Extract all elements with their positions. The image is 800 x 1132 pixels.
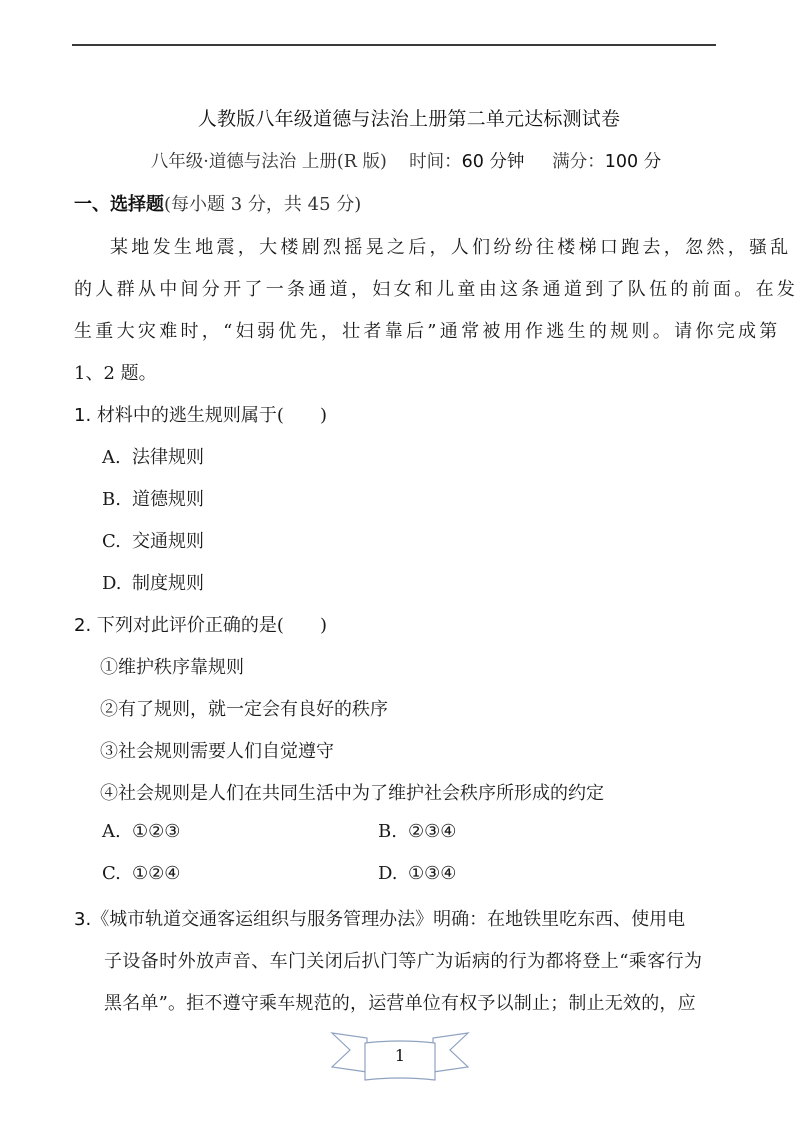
option-text: ①②③: [132, 821, 181, 842]
score-value: 100 分: [604, 152, 662, 172]
time-value: 60 分钟: [461, 152, 525, 172]
section-heading: [74, 190, 361, 216]
option-letter: D.: [378, 863, 398, 884]
time-label: 时间：: [409, 152, 462, 172]
page-title: 人教版八年级道德与法治上册第二单元达标测试卷: [197, 108, 621, 130]
page-number: 1: [394, 1046, 406, 1065]
option-text: 交通规则: [132, 531, 204, 552]
question-2: [74, 611, 327, 637]
option-text: 道德规则: [132, 489, 204, 510]
statement: ②有了规则，就一定会有良好的秩序: [100, 699, 388, 720]
statement: ③社会规则需要人们自觉遵守: [100, 741, 334, 762]
section-note: (每小题 3 分，共 45 分): [164, 194, 362, 215]
option-c[interactable]: [102, 863, 180, 884]
material-line: 生重大灾难时，“妇弱优先，壮者靠后”通常被用作逃生的规则。请你完成第: [74, 321, 781, 342]
material-line: 的人群从中间分开了一条通道，妇女和儿童由这条通道到了队伍的前面。在发: [74, 279, 799, 300]
option-text: ①③④: [408, 863, 457, 884]
question-number: 2.: [74, 615, 92, 636]
option-text: 法律规则: [132, 447, 204, 468]
material-line: 某地发生地震，大楼剧烈摇晃之后，人们纷纷往楼梯口跑去，忽然，骚乱: [110, 237, 792, 258]
option-text: ②③④: [408, 821, 457, 842]
option-letter: B.: [102, 489, 121, 510]
option-b[interactable]: [378, 821, 456, 842]
option-b[interactable]: [102, 485, 204, 511]
material-line: 1、2 题。: [74, 363, 157, 384]
statement: ①维护秩序靠规则: [100, 657, 244, 678]
question-stem: 材料中的逃生规则属于( ): [96, 405, 327, 426]
option-c[interactable]: [102, 527, 204, 553]
course-info: 八年级·道德与法治 上册(R 版): [150, 152, 387, 172]
section-number: 一、选择题: [74, 194, 164, 215]
question-stem-line: 黑名单”。拒不遵守乘车规范的，运营单位有权予以制止；制止无效的，应: [104, 993, 696, 1014]
exam-info: [0, 148, 800, 173]
question-number: 3.: [74, 909, 92, 930]
option-d[interactable]: [378, 863, 456, 884]
option-a[interactable]: [102, 821, 180, 842]
question-number: 1.: [74, 405, 92, 426]
option-letter: B.: [378, 821, 397, 842]
option-letter: A.: [102, 447, 121, 468]
option-letter: C.: [102, 863, 121, 884]
option-letter: A.: [102, 821, 121, 842]
option-letter: C.: [102, 531, 121, 552]
question-stem-line: 子设备时外放声音、车门关闭后扒门等广为诟病的行为都将登上“乘客行为: [104, 951, 703, 972]
question-stem: 下列对此评价正确的是( ): [96, 615, 327, 636]
question-3: [74, 905, 685, 931]
option-letter: D.: [102, 573, 122, 594]
header-rule: [72, 44, 716, 46]
question-stem-line: 《城市轨道交通客运组织与服务管理办法》明确：在地铁里吃东西、使用电: [91, 909, 686, 930]
option-text: ①②④: [132, 863, 181, 884]
question-1: [74, 401, 327, 427]
option-a[interactable]: [102, 443, 204, 469]
statement: ④社会规则是人们在共同生活中为了维护社会秩序所形成的约定: [100, 783, 604, 804]
option-text: 制度规则: [132, 573, 204, 594]
option-d[interactable]: [102, 569, 204, 595]
score-label: 满分：: [552, 152, 605, 172]
